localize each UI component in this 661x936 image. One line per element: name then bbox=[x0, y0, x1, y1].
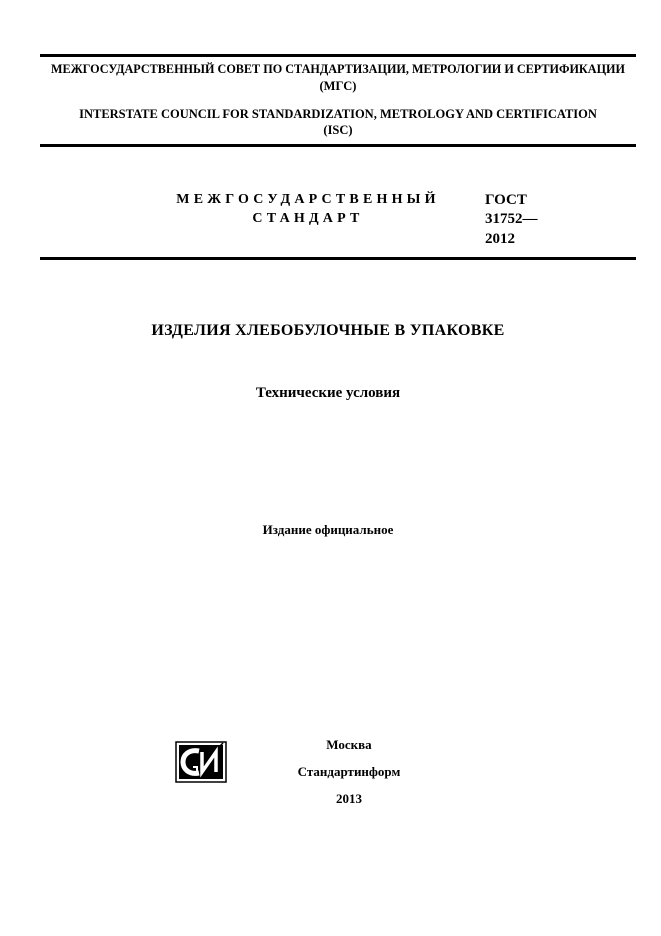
publisher-name: Стандартинформ bbox=[297, 764, 401, 779]
edition-note: Издание официальное bbox=[262, 522, 394, 537]
publisher-city: Москва bbox=[326, 737, 372, 752]
council-abbr-en: (ISC) bbox=[323, 123, 353, 137]
document-subtitle: Технические условия bbox=[255, 385, 401, 401]
council-name-ru: МЕЖГОСУДАРСТВЕННЫЙ СОВЕТ ПО СТАНДАРТИЗАЦИИ, МЕТРОЛОГИИ И СЕРТИФИКАЦИИ bbox=[50, 62, 626, 76]
gost-label: ГОСТ bbox=[485, 192, 527, 208]
gost-year: 2012 bbox=[485, 231, 515, 247]
gost-number: 31752— bbox=[485, 211, 538, 227]
header-rule bbox=[40, 144, 636, 147]
top-rule bbox=[40, 54, 636, 57]
council-name-en: INTERSTATE COUNCIL FOR STANDARDIZATION, METROLOGY AND CERTIFICATION bbox=[79, 107, 597, 121]
designation-rule bbox=[40, 257, 636, 260]
document-title: ИЗДЕЛИЯ ХЛЕБОБУЛОЧНЫЕ В УПАКОВКЕ bbox=[151, 322, 505, 339]
publication-year: 2013 bbox=[336, 791, 362, 806]
standartinform-logo-icon bbox=[175, 741, 227, 783]
standard-type-line2: СТАНДАРТ bbox=[252, 211, 364, 226]
council-abbr-ru: (МГС) bbox=[319, 79, 357, 93]
standard-type-line1: МЕЖГОСУДАРСТВЕННЫЙ bbox=[176, 192, 440, 207]
